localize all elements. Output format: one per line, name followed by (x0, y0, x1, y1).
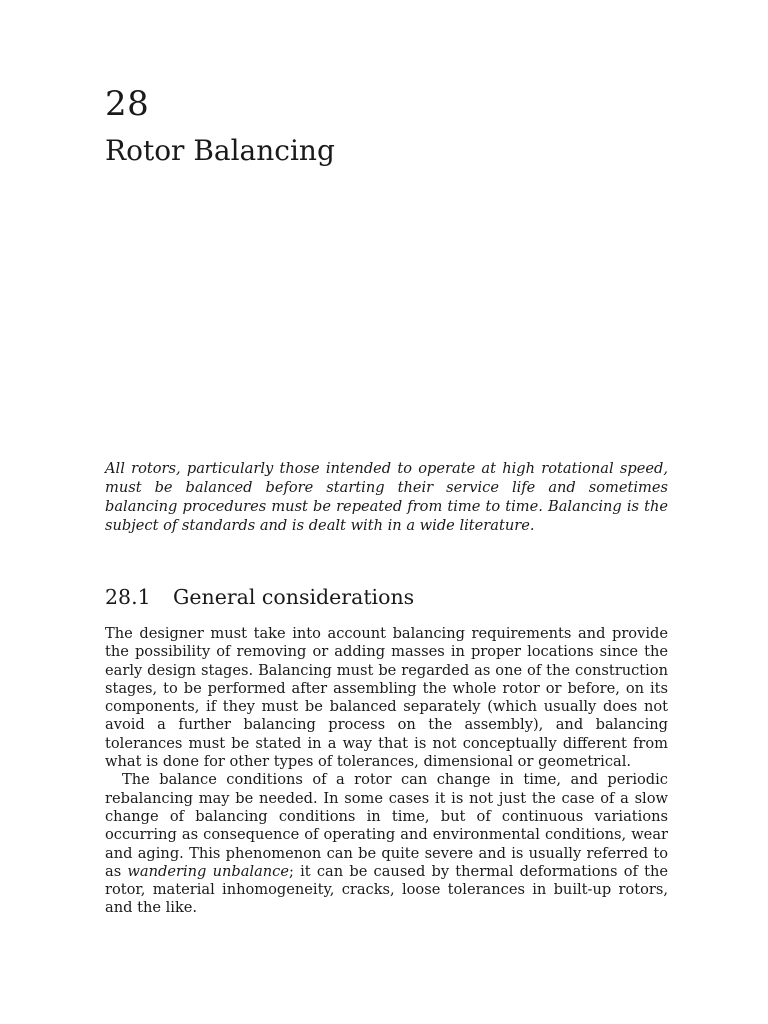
section-body (105, 625, 668, 918)
paragraph-2-start: The balance conditions of a rotor can change in time, and periodic rebalancing may be needed. In some cases it is not just the case of a slow change of balancing conditions in time, but of continuous variations occurring as consequence of operating and environmental conditions, wear and aging. This phenomenon can be quite severe and is usually referred to as (105, 771, 668, 880)
section-number: 28.1 (105, 585, 151, 609)
paragraph-1: The designer must take into account balancing requirements and provide the possibility of removing or adding masses in proper locations since the early design stages. Balancing must be regarded as one of the construction stages, to be performed after assembling the whole rotor or before, on its components, if they must be balanced separately (which usually does not avoid a further balancing process on the assembly), and balancing tolerances must be stated in a way that is not conceptually different from what is done for other types of tolerances, dimensional or geometrical. (105, 625, 668, 771)
chapter-title: Rotor Balancing (105, 134, 335, 167)
page (105, 0, 668, 1024)
paragraph-2 (105, 771, 668, 917)
emphasized-term: wandering unbalance (127, 862, 289, 880)
chapter-number: 28 (105, 84, 150, 124)
paragraph-2-end: ; it can be caused by thermal deformations of the rotor, material inhomogeneity, cracks, loose tolerances in built-up rotors, and the like. (105, 862, 668, 917)
chapter-abstract: All rotors, particularly those intended to operate at high rotational speed, must be balanced before starting their service life and sometimes balancing procedures must be repeated from time to time. Balancing is the subject of standards and is dealt with in a wide literature. (105, 460, 668, 534)
section-heading (105, 584, 414, 610)
section-title: General considerations (173, 585, 415, 609)
